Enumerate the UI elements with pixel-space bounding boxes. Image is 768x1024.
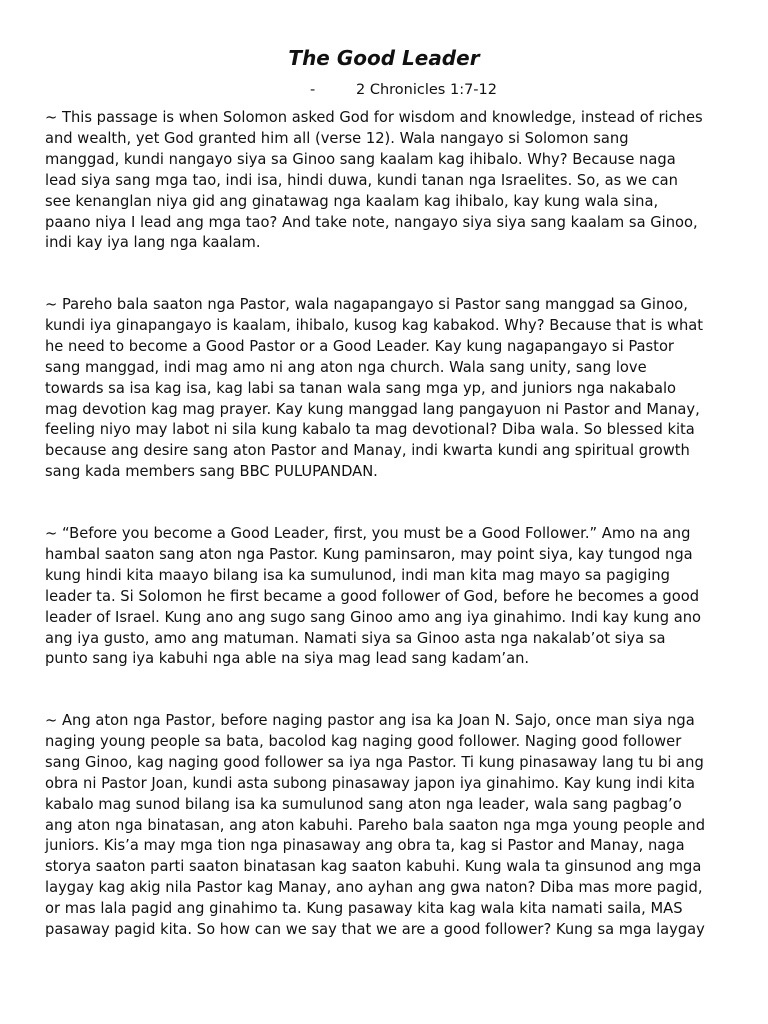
reference-dash: - — [310, 82, 316, 98]
paragraph-line: leader of Israel. Kung ano ang sugo sang Ginoo amo ang iya ginahimo. Indi kay kung ano — [45, 608, 702, 626]
paragraph-line: ~ This passage is when Solomon asked God for wisdom and knowledge, instead of riches — [45, 109, 703, 126]
paragraph-line: and wealth, yet God granted him all (verse 12). Wala nangayo si Solomon sang — [45, 129, 629, 147]
paragraph-2 — [45, 295, 735, 483]
paragraph-line: leader ta. Si Solomon he first became a good follower of God, before he becomes a good — [45, 587, 700, 605]
paragraph-line: ~ Pareho bala saaton nga Pastor, wala nagapangayo si Pastor sang manggad sa Ginoo, — [45, 296, 688, 313]
reference-text: 2 Chronicles 1:7-12 — [356, 82, 497, 98]
paragraph-line: juniors. Kis’a may mga tion nga pinasaway ang obra ta, kag si Pastor and Manay, naga — [45, 837, 685, 855]
paragraph-line: kung hindi kita maayo bilang isa ka sumulunod, indi man kita mag mayo sa pagiging — [45, 566, 670, 584]
paragraph-line: ~ “Before you become a Good Leader, first, you must be a Good Follower.” Amo na ang — [45, 525, 691, 542]
paragraph-line: towards sa isa kag isa, kag labi sa tanan wala sang mga yp, and juniors nga nakabalo — [45, 379, 677, 397]
paragraph-3 — [45, 524, 735, 670]
paragraph-line: he need to become a Good Pastor or a Good Leader. Kay kung nagapangayo si Pastor — [45, 337, 674, 355]
paragraph-line: ang iya gusto, amo ang matuman. Namati siya sa Ginoo asta nga nakalab’ot siya sa — [45, 629, 666, 647]
scripture-reference — [310, 80, 497, 100]
paragraph-line: sang Ginoo, kag naging good follower sa iya nga Pastor. Ti kung pinasaway lang tu bi ang — [45, 753, 704, 771]
paragraph-line: or mas lala pagid ang ginahimo ta. Kung pasaway kita kag wala kita namati saila, MAS — [45, 900, 683, 918]
paragraph-line: because ang desire sang aton Pastor and Manay, indi kwarta kundi ang spiritual growth — [45, 442, 690, 460]
paragraph-line: see kenanglan niya gid ang ginatawag nga kaalam kag ihibalo, kay kung wala sina, — [45, 192, 659, 210]
paragraph-line: pasaway pagid kita. So how can we say that we are a good follower? Kung sa mga laygay — [45, 921, 705, 939]
paragraph-line: ~ Ang aton nga Pastor, before naging pastor ang isa ka Joan N. Sajo, once man siya nga — [45, 712, 695, 729]
paragraph-line: naging young people sa bata, bacolod kag naging good follower. Naging good follower — [45, 732, 682, 750]
paragraph-line: lead siya sang mga tao, indi isa, hindi duwa, kundi tanan nga Israelites. So, as we can — [45, 171, 678, 189]
document-title: The Good Leader — [288, 46, 480, 70]
paragraph-line: kabalo mag sunod bilang isa ka sumulunod sang aton nga leader, wala sang pagbag’o — [45, 795, 682, 813]
paragraph-4 — [45, 711, 735, 941]
paragraph-line: punto sang iya kabuhi nga able na siya mag lead sang kadam’an. — [45, 650, 530, 668]
paragraph-line: sang kada members sang BBC PULUPANDAN. — [45, 463, 378, 481]
paragraph-line: indi kay iya lang nga kaalam. — [45, 234, 261, 252]
paragraph-line: laygay kag akig nila Pastor kag Manay, ano ayhan ang gwa naton? Diba mas more pagid, — [45, 879, 703, 897]
paragraph-line: hambal saaton sang aton nga Pastor. Kung paminsaron, may point siya, kay tungod nga — [45, 545, 693, 563]
paragraph-line: sang manggad, indi mag amo ni ang aton nga church. Wala sang unity, sang love — [45, 358, 647, 376]
paragraph-line: obra ni Pastor Joan, kundi asta subong pinasaway japon iya ginahimo. Kay kung indi kita — [45, 774, 695, 792]
paragraph-line: kundi iya ginapangayo is kaalam, ihibalo, kusog kag kabakod. Why? Because that is what — [45, 316, 704, 334]
paragraph-line: storya saaton parti saaton binatasan kag saaton kabuhi. Kung wala ta ginsunod ang mga — [45, 858, 702, 876]
paragraph-line: manggad, kundi nangayo siya sa Ginoo sang kaalam kag ihibalo. Why? Because naga — [45, 150, 676, 168]
paragraph-line: ang aton nga binatasan, ang aton kabuhi. Pareho bala saaton nga mga young people and — [45, 816, 706, 834]
paragraph-1 — [45, 108, 735, 254]
paragraph-line: paano niya I lead ang mga tao? And take note, nangayo siya siya sang kaalam sa Ginoo, — [45, 213, 698, 231]
paragraph-line: feeling niyo may labot ni sila kung kabalo ta mag devotional? Diba wala. So blessed kita — [45, 421, 695, 439]
paragraph-line: mag devotion kag mag prayer. Kay kung manggad lang pangayuon ni Pastor and Manay, — [45, 400, 700, 418]
